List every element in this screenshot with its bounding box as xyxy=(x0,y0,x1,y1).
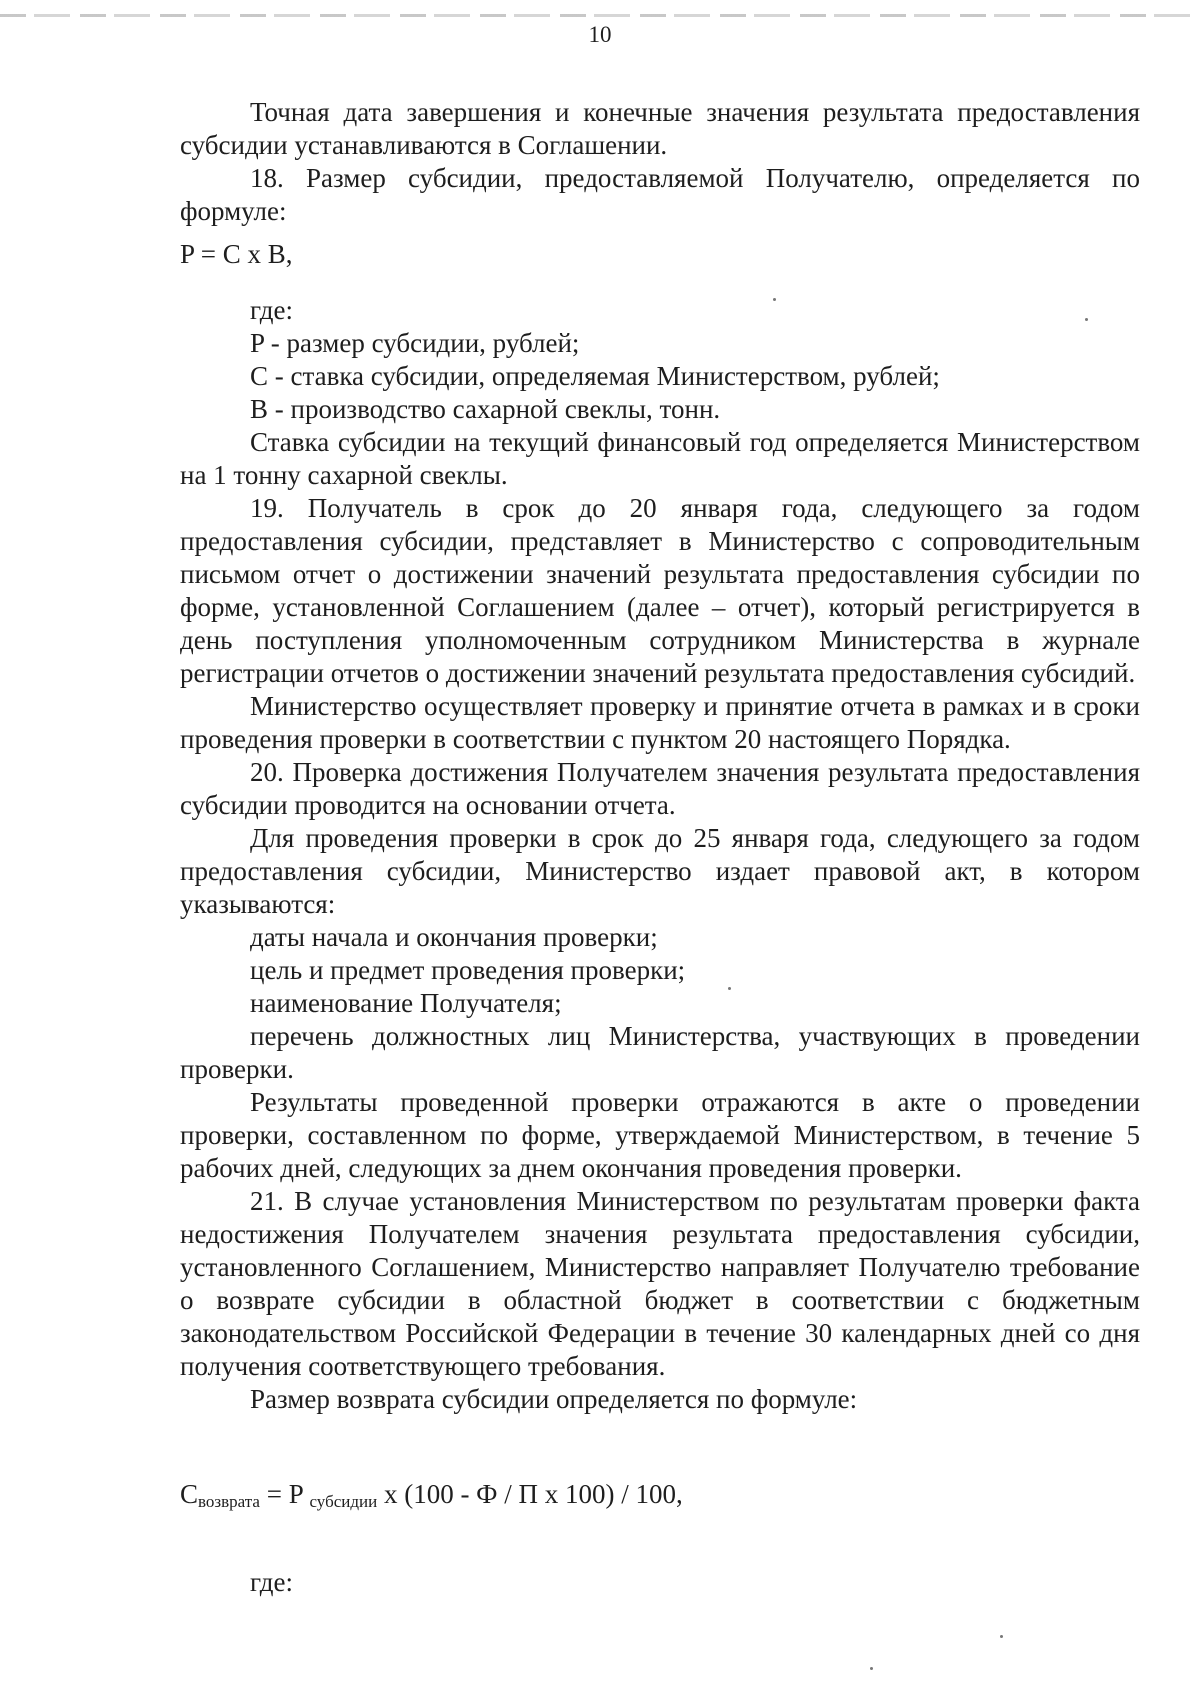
formula-block-2 xyxy=(180,1478,1140,1518)
paragraph-20b: Для проведения проверки в срок до 25 января года, следующего за годом предоставления субсидии, Министерство издает правовой акт, в котором указываются: xyxy=(180,823,1140,919)
page-number: 10 xyxy=(588,22,612,47)
paragraph-intro: Точная дата завершения и конечные значения результата предоставления субсидии устанавливаются в Соглашении. xyxy=(180,97,1140,160)
scan-speck xyxy=(728,987,731,990)
formula-p-equals-c-x-b: P = C x B, xyxy=(180,239,293,269)
definition-c: C - ставка субсидии, определяемая Министерством, рублей; xyxy=(250,361,940,391)
paragraph-19: 19. Получатель в срок до 20 января года, следующего за годом предоставления субсидии, представляет в Министерство с сопроводительным письмом отчет о достижении значений результата предоставления субсидии по форме, установленной Соглашением (далее – отчет), который регистрируется в день поступления уполномоченным сотрудником Министерства в журнале регистрации отчетов о достижении значений результата предоставления субсидий. xyxy=(180,493,1140,688)
paragraph-18: 18. Размер субсидии, предоставляемой Получателю, определяется по формуле: xyxy=(180,163,1140,226)
scan-speck xyxy=(1000,1635,1003,1638)
where-label-1: где: xyxy=(250,295,293,325)
formula-refund: $C_{возврата} = P$ $_{субсидии}$ x (100 - Ф / П x 100) / 100, xyxy=(180,1479,683,1511)
definition-p: P - размер субсидии, рублей; xyxy=(250,328,580,358)
paragraph-19b: Министерство осуществляет проверку и принятие отчета в рамках и в сроки проведения проверки в соответствии с пунктом 20 настоящего Порядка. xyxy=(180,691,1140,754)
scan-speck xyxy=(870,1667,873,1670)
scan-speck xyxy=(1085,318,1088,321)
scan-speck xyxy=(773,298,776,301)
definition-b: B - производство сахарной свеклы, тонн. xyxy=(250,394,721,424)
paragraph-21: 21. В случае установления Министерством по результатам проверки факта недостижения Получателем значения результата предоставления субсидии, установленного Соглашением, Министерство направляет Получателю требование о возврате субсидии в областной бюджет в соответствии с бюджетным законодательством Российской Федерации в течение 30 календарных дней со дня получения соответствующего требования. xyxy=(180,1186,1140,1381)
scan-edge-artifact xyxy=(0,14,1200,17)
paragraph-21b: Размер возврата субсидии определяется по формуле: xyxy=(250,1384,858,1414)
where-label-2: где: xyxy=(250,1567,293,1597)
definitions-block xyxy=(180,294,1140,1416)
paragraph-20c: Результаты проведенной проверки отражаются в акте о проведении проверки, составленном по форме, утверждаемой Министерством, в течение 5 рабочих дней, следующих за днем окончания проведения проверки. xyxy=(180,1087,1140,1183)
document-body xyxy=(180,96,1140,228)
list-item-purpose: цель и предмет проведения проверки; xyxy=(250,955,686,985)
where-block-2 xyxy=(180,1566,1140,1599)
list-item-officials: перечень должностных лиц Министерства, участвующих в проведении проверки. xyxy=(180,1021,1140,1084)
paragraph-20: 20. Проверка достижения Получателем значения результата предоставления субсидии проводится на основании отчета. xyxy=(180,757,1140,820)
formula-block-1 xyxy=(180,238,1140,271)
paragraph-rate: Ставка субсидии на текущий финансовый год определяется Министерством на 1 тонну сахарной свеклы. xyxy=(180,427,1140,490)
list-item-dates: даты начала и окончания проверки; xyxy=(250,922,658,952)
list-item-recipient: наименование Получателя; xyxy=(250,988,562,1018)
